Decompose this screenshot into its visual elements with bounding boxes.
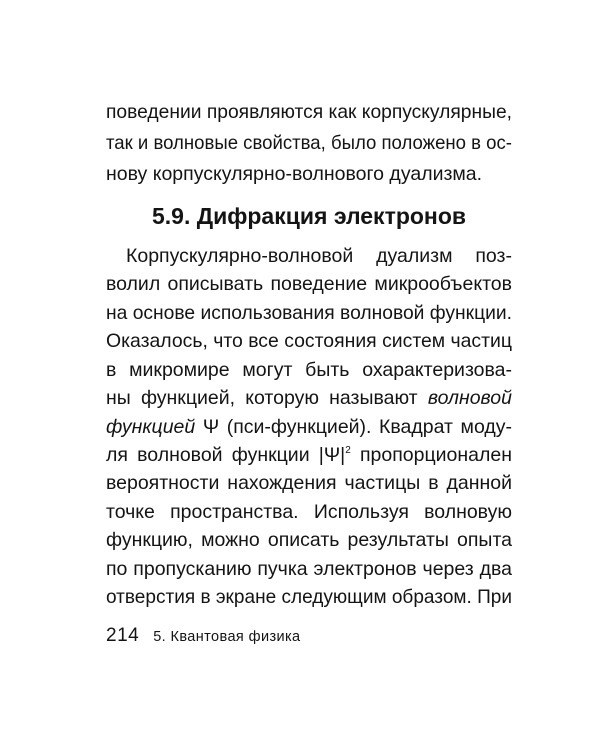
text-line: на основе использования волновой функции. [106,301,512,324]
text-line: поведении проявляются как корпускулярные, [106,101,512,123]
superscript: 2 [345,444,351,456]
text-line: функцию, можно описать результаты опыта [106,529,512,552]
page-number: 214 [106,625,140,646]
text-line: волил описывать поведение микрообъектов [106,273,512,296]
text-line: точке пространства. Используя волновую [106,500,512,523]
text-line: нову корпускулярно-волнового дуализма. [106,163,483,185]
text-span: Ψ (пси-функцией). Квадрат моду- [195,415,512,438]
text-line [106,383,512,413]
text-span: ля волновой функции |Ψ| [106,443,346,466]
text-line [106,412,512,442]
text-line: Оказалось, что все состояния систем частиц [106,330,512,353]
text-line: Корпускулярно-волновой дуализм поз- [126,245,512,267]
text-line: отверстия в экране следующим образом. При [106,586,512,608]
text-line: по пропусканию пучка электронов через два [106,557,512,580]
running-title: 5. Квантовая физика [153,629,301,645]
italic-term: функцией [106,415,196,438]
text-line: в микромире могут быть охарактеризова- [106,358,512,381]
text-line: так и волновые свойства, было положено в ос- [106,132,512,154]
text-line [106,440,512,470]
section-heading: 5.9. Дифракция электронов [151,203,467,229]
book-page [106,0,512,736]
text-line: вероятности нахождения частицы в данной [106,472,512,495]
italic-term: волновой [427,387,512,410]
page-footer [106,622,301,650]
text-span: ны функцией, которую называют [106,387,418,410]
text-span: пропорционален [350,443,512,466]
